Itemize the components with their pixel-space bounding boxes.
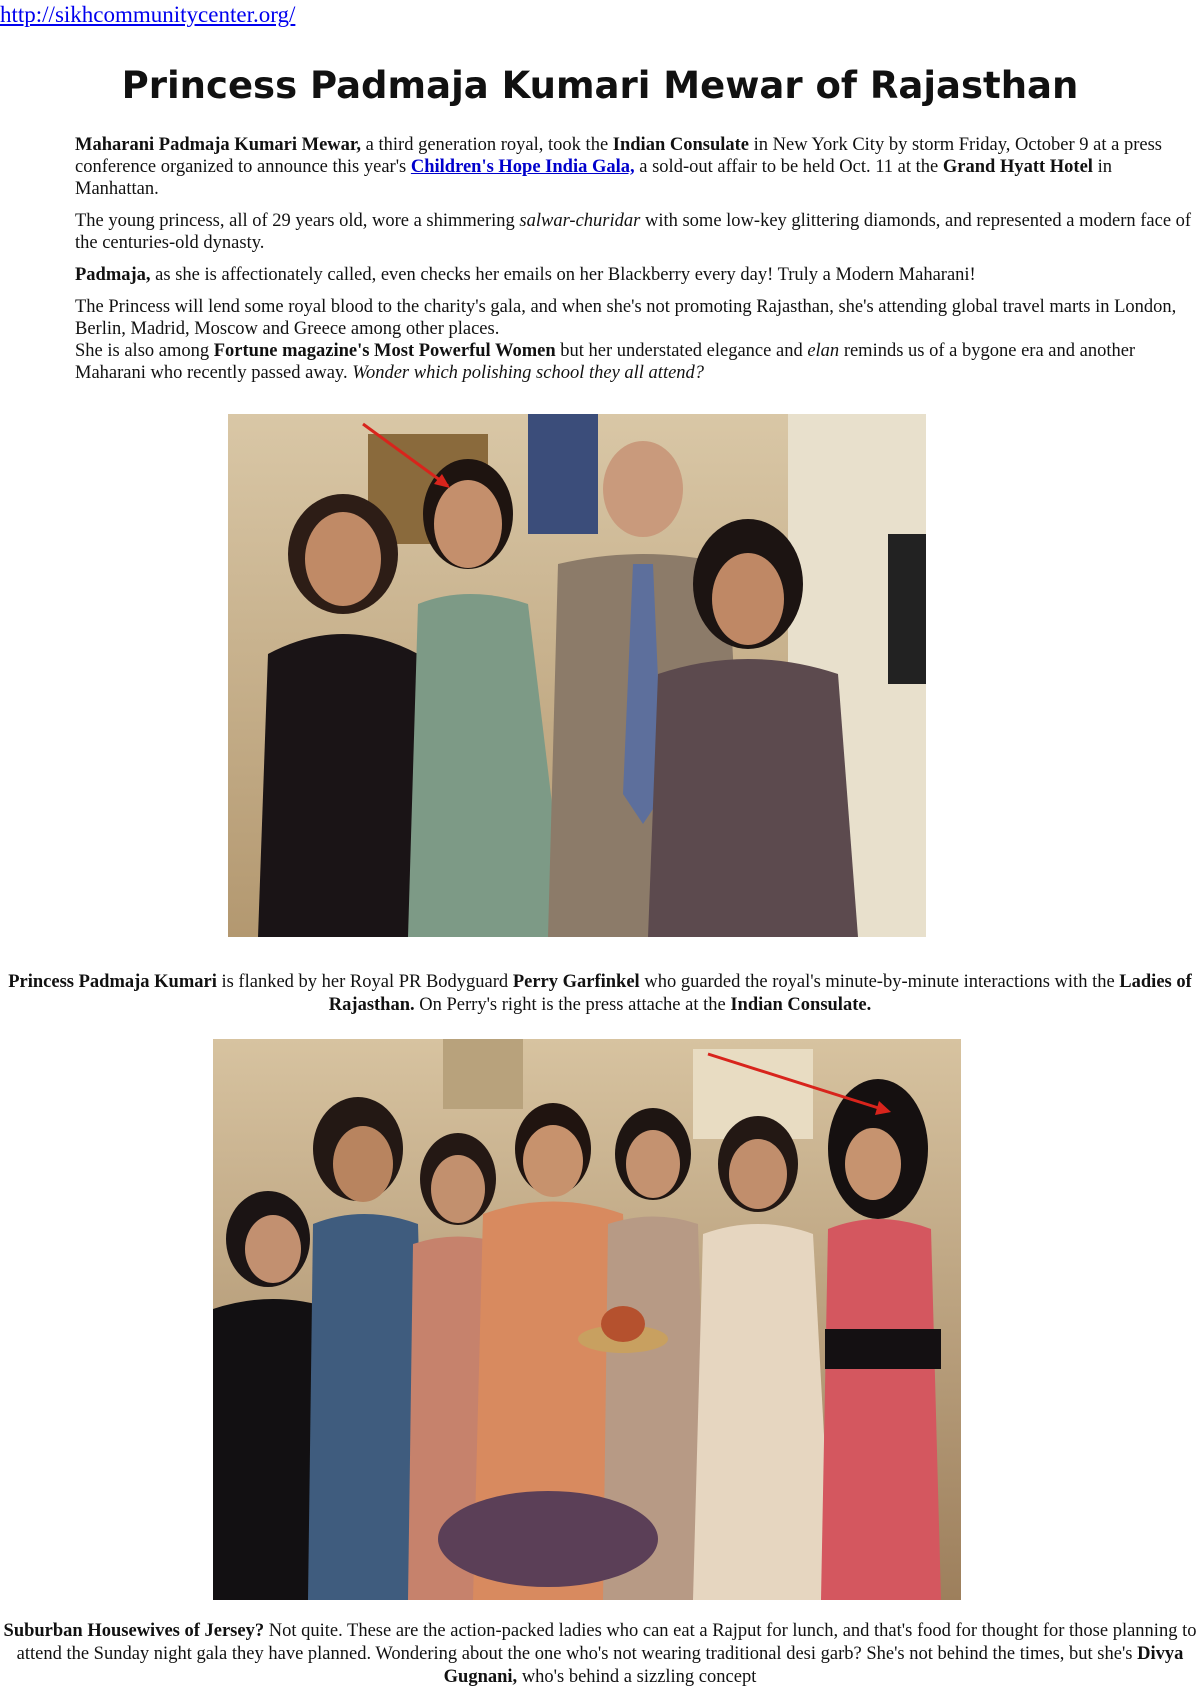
caption-ladies: Ladies of Rajasthan. <box>328 972 1192 1015</box>
photo-ladies-group <box>213 1039 961 1600</box>
text: Not quite. These are the action-packed ladies who can eat a Rajput for lunch, and that's food for thought for those planning to attend the Sunday night gala they have planned. Wondering about the one who's not wearing traditional desi garb? She's not behind the times, but she's <box>16 1621 1197 1664</box>
text: a third generation royal, took the <box>361 135 613 155</box>
photo-princess-group <box>228 414 926 937</box>
caption-lead: Suburban Housewives of Jersey? <box>3 1621 265 1641</box>
name-maharani: Maharani Padmaja Kumari Mewar, <box>75 135 362 155</box>
paragraph-attire <box>75 210 1195 254</box>
name-padmaja: Padmaja, <box>75 265 151 285</box>
caption-princess-name: Princess Padmaja Kumari <box>8 972 217 992</box>
text: a sold-out affair to be held Oct. 11 at the <box>634 157 943 177</box>
text: as she is affectionately called, even checks her emails on her Blackberry every day! Truly a Modern Maharani! <box>150 265 976 285</box>
paragraph-travel <box>75 296 1195 340</box>
paragraph-blackberry <box>75 264 1195 286</box>
grand-hyatt: Grand Hyatt Hotel <box>942 157 1093 177</box>
polishing-school-question: Wonder which polishing school they all attend? <box>352 363 705 383</box>
text: reminds us of a bygone era and another Maharani who recently passed away. <box>75 341 1136 383</box>
gala-link[interactable]: Children's Hope India Gala, <box>410 157 635 177</box>
text: The Princess will lend some royal blood to the charity's gala, and when she's not promoting Rajasthan, she's attending global travel marts in London, Berlin, Madrid, Moscow and Greece among other places. <box>75 297 1177 339</box>
site-link[interactable]: http://sikhcommunitycenter.org/ <box>0 2 296 27</box>
elan: elan <box>807 341 840 361</box>
text: but her understated elegance and <box>555 341 808 361</box>
caption-perry: Perry Garfinkel <box>512 972 640 992</box>
text: in Manhattan. <box>75 157 1112 199</box>
article-body <box>75 134 1195 394</box>
caption-divya: Divya Gugnani, <box>443 1644 1184 1687</box>
text: who guarded the royal's minute-by-minute interactions with the <box>639 972 1120 992</box>
fortune-magazine: Fortune magazine's Most Powerful Women <box>213 341 556 361</box>
caption-princess <box>0 971 1200 1017</box>
text: The young princess, all of 29 years old, wore a shimmering <box>75 211 520 231</box>
page-title: Princess Padmaja Kumari Mewar of Rajasthan <box>121 64 1079 107</box>
paragraph-fortune <box>75 340 1195 384</box>
salwar-churidar: salwar-churidar <box>519 211 641 231</box>
text: is flanked by her Royal PR Bodyguard <box>216 972 513 992</box>
text: with some low-key glittering diamonds, and represented a modern face of the centuries-old dynasty. <box>75 211 1192 253</box>
text: She is also among <box>75 341 214 361</box>
paragraph-intro <box>75 134 1195 200</box>
caption-ladies <box>0 1620 1200 1689</box>
photo-ladies-group-image <box>213 1039 961 1600</box>
text: On Perry's right is the press attache at the <box>414 995 731 1015</box>
indian-consulate: Indian Consulate <box>612 135 750 155</box>
text: who's behind a sizzling concept <box>517 1667 757 1687</box>
photo-princess-group-image <box>228 414 926 937</box>
caption-consulate: Indian Consulate. <box>730 995 872 1015</box>
text: in New York City by storm Friday, October 9 at a press conference organized to announce this year's <box>75 135 1162 177</box>
